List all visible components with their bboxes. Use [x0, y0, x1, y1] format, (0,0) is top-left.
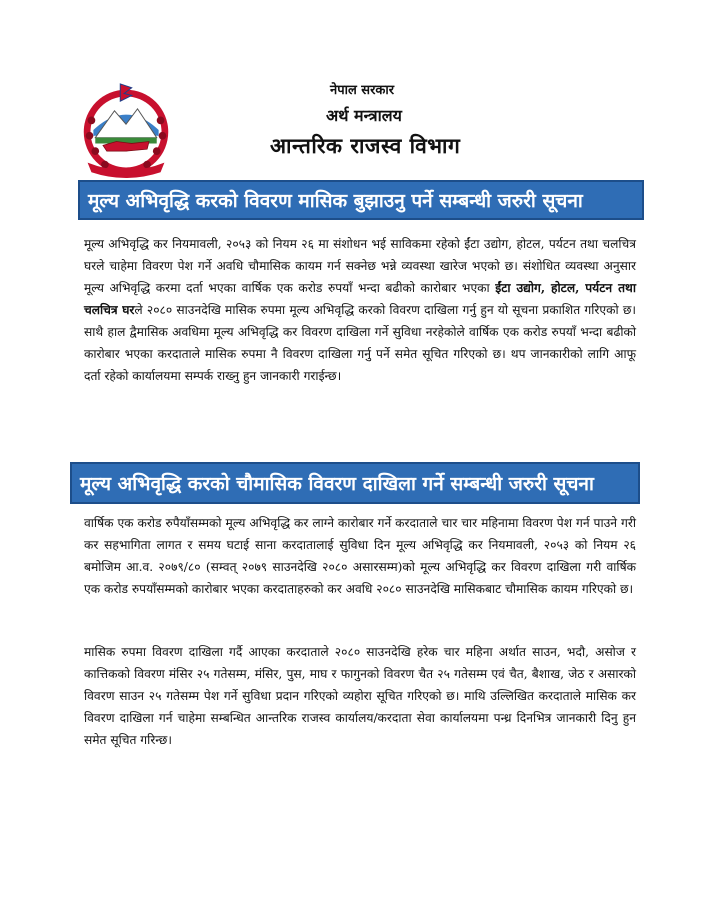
- notice1-text-part2: ले २०८० साउनदेखि मासिक रुपमा मूल्य अभिवृद्धि करको विवरण दाखिला गर्नु हुन यो सूचना प्रकाशित गरिएको छ। साथै हाल द्वैमासिक अवधिमा मूल्य अभिवृद्धि कर विवरण दाखिला गर्ने सुविधा नरहेकोले वार्षिक एक करोड रुपयाँ भन्दा बढीको कारोबार भएका करदाताले मासिक रुपमा नै विवरण दाखिला गर्नु पर्ने समेत सूचित गरिएको छ। थप जानकारीको लागि आफू दर्ता रहेको कार्यालयमा सम्पर्क राख्नु हुन जानकारी गराईन्छ।: [84, 303, 636, 383]
- nepal-emblem-icon: [78, 82, 174, 178]
- ministry-name: अर्थ मन्त्रालय: [326, 106, 402, 125]
- notice2-title: मूल्य अभिवृद्धि करको चौमासिक विवरण दाखिला गर्ने सम्बन्धी जरुरी सूचना: [70, 462, 640, 504]
- department-name: आन्तरिक राजस्व विभाग: [270, 133, 461, 158]
- notice1-title: मूल्य अभिवृद्धि करको विवरण मासिक बुझाउनु पर्ने सम्बन्धी जरुरी सूचना: [78, 180, 644, 220]
- government-name: नेपाल सरकार: [330, 83, 395, 98]
- notice2-paragraph2: मासिक रुपमा विवरण दाखिला गर्दै आएका करदाताले २०८० साउनदेखि हरेक चार महिना अर्थात साउन, भदौ, असोज र कात्तिकको विवरण मंसिर २५ गतेसम्म, मंसिर, पुस, माघ र फागुनको विवरण चैत २५ गतेसम्म एवं चैत, बैशाख, जेठ र असारको विवरण साउन २५ गतेसम्म पेश गर्ने सुविधा प्रदान गरिएको व्यहोरा सूचित गरिएको छ। माथि उल्लिखित करदाताले मासिक कर विवरण दाखिला गर्न चाहेमा सम्बन्धित आन्तरिक राजस्व कार्यालय/करदाता सेवा कार्यालयमा पन्ध्र दिनभित्र जानकारी दिनु हुन समेत सूचित गरिन्छ।: [84, 645, 636, 747]
- notice1-text-bold: ईंटा उद्योग, होटल, पर्यटन तथा चलचित्र घर: [84, 281, 636, 317]
- notice1-body: [84, 233, 636, 387]
- notice1-text-part1: मूल्य अभिवृद्धि कर नियमावली, २०५३ को नियम २६ मा संशोधन भई साविकमा रहेको ईंटा उद्योग, होटल, पर्यटन तथा चलचित्र घरले चाहेमा विवरण पेश गर्ने अवधि चौमासिक कायम गर्न सक्नेछ भन्ने व्यवस्था खारेज भएको छ। संशोधित व्यवस्था अनुसार मूल्य अभिवृद्धि करमा दर्ता भएका वार्षिक एक करोड रुपयाँ भन्दा बढीको कारोबार भएका: [84, 237, 636, 295]
- notice2-paragraph1: वार्षिक एक करोड रुपैयाँसम्मको मूल्य अभिवृद्धि कर लाग्ने कारोबार गर्ने करदाताले चार चार महिनामा विवरण पेश गर्न पाउने गरी कर सहभागिता लागत र समय घटाई साना करदातालाई सुविधा दिन मूल्य अभिवृद्धि कर नियमावली, २०५३ को नियम २६ बमोजिम आ.व. २०७९/८० (सम्वत् २०७९ साउनदेखि २०८० असारसम्म)को मूल्य अभिवृद्धि कर विवरण दाखिला गरी वार्षिक एक करोड रुपयाँसम्मको कारोबार भएका करदाताहरुको कर अवधि २०८० साउनदेखि मासिकबाट चौमासिक कायम गरिएको छ।: [84, 516, 636, 596]
